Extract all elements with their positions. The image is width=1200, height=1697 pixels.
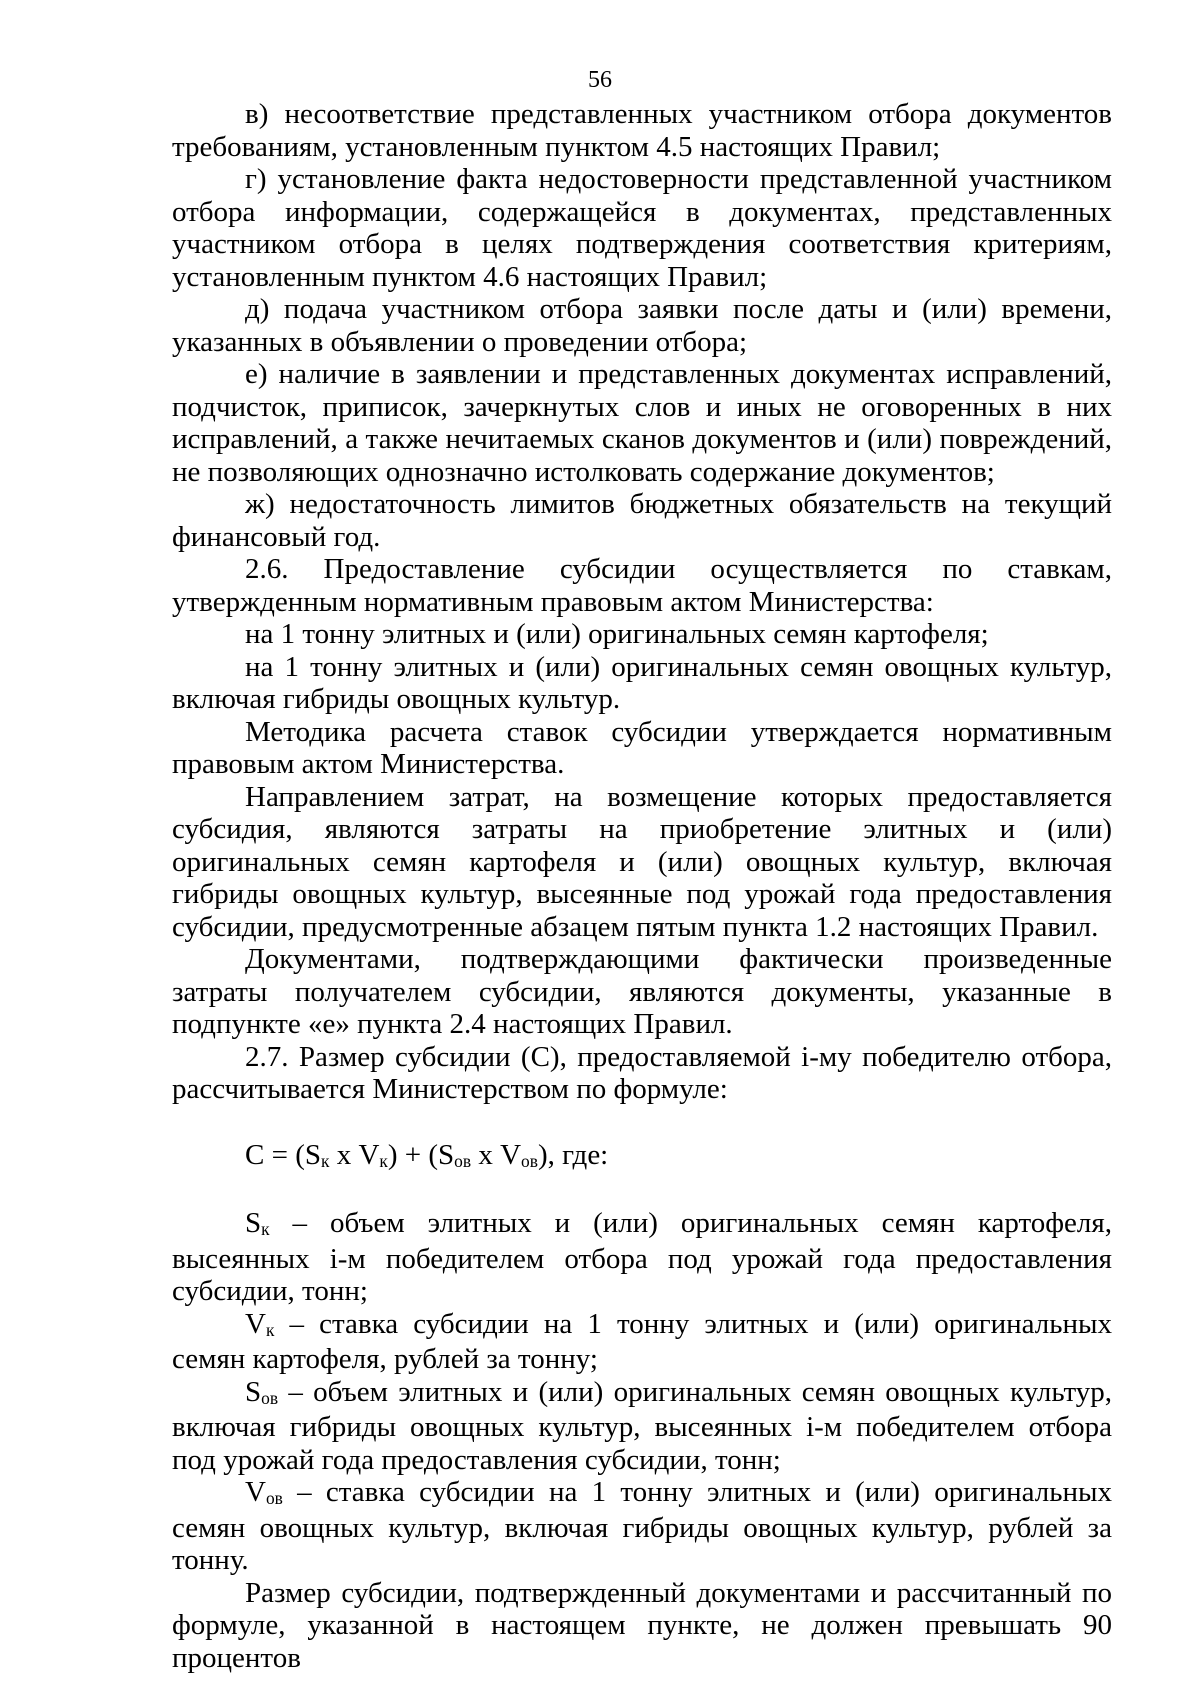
definition-symbol: V	[245, 1476, 266, 1508]
definition-subscript: ов	[265, 1488, 283, 1509]
definition-sov	[172, 1376, 1112, 1477]
definition-sk	[172, 1207, 1112, 1308]
paragraph-cost-direction: Направлением затрат, на возмещение которых предоставляется субсидия, являются затраты на приобретение элитных и (или) оригинальных семян картофеля и (или) овощных культур, включая гибриды овощных культур, высеянные под урожай года предоставления субсидии, предусмотренные абзацем пятым пункта 1.2 настоящих Правил.	[172, 780, 1112, 943]
formula-subscript: ов	[521, 1150, 538, 1171]
formula-subscript: к	[379, 1150, 388, 1171]
paragraph-methodology: Методика расчета ставок субсидии утверждается нормативным правовым актом Министерства.	[172, 715, 1112, 780]
definition-text: – ставка субсидии на 1 тонну элитных и (или) оригинальных семян картофеля, рублей за тонну;	[172, 1307, 1112, 1375]
paragraph-2-6: 2.6. Предоставление субсидии осуществляется по ставкам, утвержденным нормативным правовым актом Министерства:	[172, 553, 1112, 618]
paragraph-rate-potato: на 1 тонну элитных и (или) оригинальных семян картофеля;	[245, 618, 989, 650]
formula-part: ) + (S	[387, 1138, 455, 1171]
paragraph-2-7: 2.7. Размер субсидии (С), предоставляемой i-му победителю отбора, рассчитывается Министерством по формуле:	[172, 1040, 1112, 1105]
definition-symbol: V	[245, 1307, 266, 1340]
definition-text: – объем элитных и (или) оригинальных семян овощных культур, включая гибриды овощных культур, высеянных i-м победителем отбора под урожай года предоставления субсидии, тонн;	[172, 1375, 1112, 1476]
document-body	[172, 98, 1112, 1674]
paragraph-zh: ж) недостаточность лимитов бюджетных обязательств на текущий финансовый год.	[172, 488, 1112, 553]
paragraph-e: е) наличие в заявлении и представленных документах исправлений, подчисток, приписок, зачеркнутых слов и иных не оговоренных в них исправлений, а также нечитаемых сканов документов и (или) повреждений, не позволяющих однозначно истолковать содержание документов;	[172, 358, 1112, 488]
formula-part: ), где:	[537, 1138, 609, 1171]
paragraph-supporting-documents: Документами, подтверждающими фактически произведенные затраты получателем субсидии, являются документы, указанные в подпункте «е» пункта 2.4 настоящих Правил.	[172, 943, 1112, 1040]
definition-symbol: S	[245, 1375, 262, 1408]
formula-subscript: ов	[454, 1150, 472, 1171]
definition-text: – ставка субсидии на 1 тонну элитных и (или) оригинальных семян овощных культур, включая гибриды овощных культур, рублей за тонну.	[172, 1476, 1112, 1576]
definition-vov	[172, 1476, 1112, 1577]
formula-part: С = (S	[245, 1138, 321, 1171]
paragraph-g: г) установление факта недостоверности представленной участником отбора информации, содержащейся в документах, представленных участником отбора в целях подтверждения соответствия критериям, установленным пунктом 4.6 настоящих Правил;	[172, 163, 1112, 293]
formula-part: х V	[329, 1138, 380, 1171]
page-number: 56	[588, 67, 612, 93]
paragraph-d: д) подача участником отбора заявки после даты и (или) времени, указанных в объявлении о проведении отбора;	[172, 293, 1112, 358]
formula-part: х V	[471, 1138, 522, 1171]
paragraph-rate-vegetables: на 1 тонну элитных и (или) оригинальных семян овощных культур, включая гибриды овощных культур.	[172, 650, 1112, 715]
formula-subscript: к	[320, 1150, 330, 1171]
definition-subscript: ов	[261, 1387, 279, 1408]
definition-text: – объем элитных и (или) оригинальных семян картофеля, высеянных i-м победителем отбора под урожай года предоставления субсидии, тонн;	[172, 1207, 1112, 1307]
subsidy-formula	[172, 1139, 1112, 1175]
definition-vk	[172, 1308, 1112, 1376]
paragraph-subsidy-limit: Размер субсидии, подтвержденный документами и рассчитанный по формуле, указанной в настоящем пункте, не должен превышать 90 процентов	[172, 1576, 1112, 1674]
definition-subscript: к	[265, 1319, 275, 1340]
definition-subscript: к	[261, 1219, 270, 1240]
definition-symbol: S	[245, 1207, 262, 1239]
paragraph-v: в) несоответствие представленных участником отбора документов требованиям, установленным пунктом 4.5 настоящих Правил;	[172, 98, 1112, 163]
